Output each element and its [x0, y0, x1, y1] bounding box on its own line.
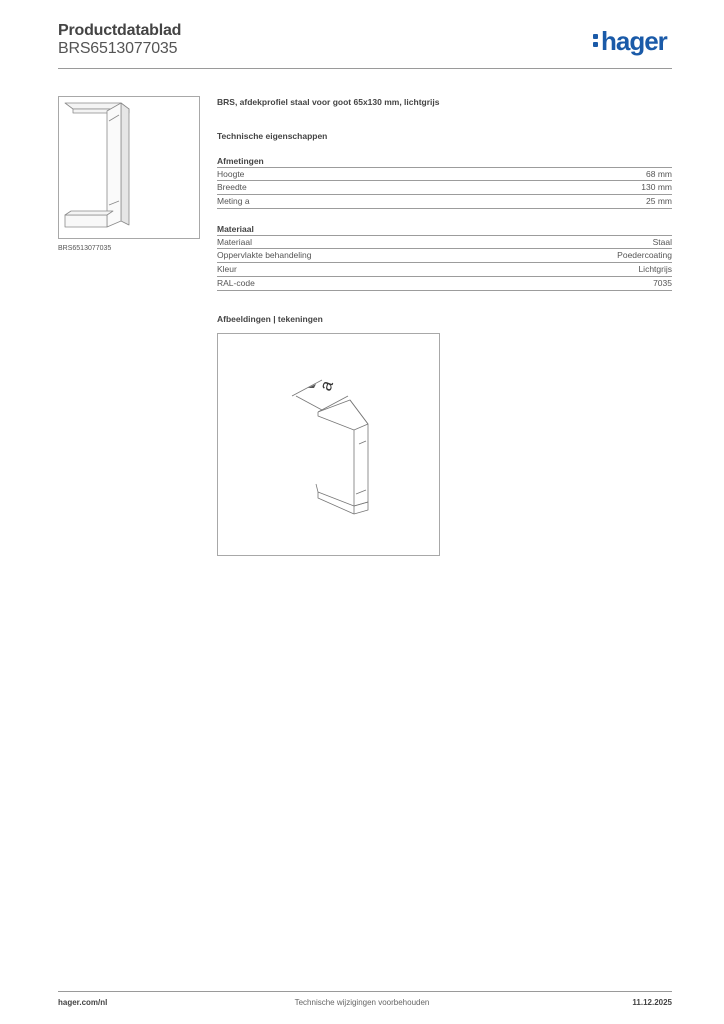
- property-value: Lichtgrijs: [638, 264, 672, 274]
- property-label: Breedte: [217, 182, 247, 192]
- footer-website-link[interactable]: hager.com/nl: [58, 998, 108, 1007]
- thumbnail-caption: BRS6513077035: [58, 245, 112, 252]
- property-label: Materiaal: [217, 237, 252, 247]
- property-row: [217, 167, 672, 181]
- footer-date: 11.12.2025: [632, 998, 672, 1007]
- property-row: [217, 277, 672, 291]
- property-value: 130 mm: [641, 182, 672, 192]
- product-thumbnail: [58, 96, 200, 239]
- technical-drawing: [217, 333, 440, 556]
- property-value: 68 mm: [646, 169, 672, 179]
- dimension-label: a: [315, 377, 337, 394]
- product-description: BRS, afdekprofiel staal voor goot 65x130 mm, lichtgrijs: [217, 97, 440, 107]
- property-label: Kleur: [217, 264, 237, 274]
- property-label: Oppervlakte behandeling: [217, 250, 312, 260]
- property-row: [217, 195, 672, 209]
- property-value: Poedercoating: [617, 250, 672, 260]
- property-row: [217, 235, 672, 249]
- property-value: 7035: [653, 278, 672, 288]
- hager-logo: [593, 28, 667, 54]
- dimension-drawing-image: [218, 334, 439, 555]
- property-row: [217, 263, 672, 277]
- section-title-dimensions: Afmetingen: [217, 156, 264, 166]
- property-value: 25 mm: [646, 196, 672, 206]
- logo-text: hager: [601, 26, 667, 56]
- logo-dots-icon: [593, 28, 599, 54]
- cover-profile-image: [59, 97, 199, 238]
- property-row: [217, 249, 672, 263]
- technical-properties-heading: Technische eigenschappen: [217, 131, 328, 141]
- footer-divider: [58, 991, 672, 992]
- property-label: RAL-code: [217, 278, 255, 288]
- drawings-heading: Afbeeldingen | tekeningen: [217, 314, 323, 324]
- property-row: [217, 181, 672, 195]
- header-divider: [58, 68, 672, 69]
- document-title: Productdatablad: [58, 22, 182, 39]
- property-label: Meting a: [217, 196, 250, 206]
- section-title-material: Materiaal: [217, 224, 254, 234]
- property-label: Hoogte: [217, 169, 245, 179]
- property-value: Staal: [652, 237, 672, 247]
- footer-notice: Technische wijzigingen voorbehouden: [294, 998, 430, 1007]
- product-code: BRS6513077035: [58, 40, 178, 57]
